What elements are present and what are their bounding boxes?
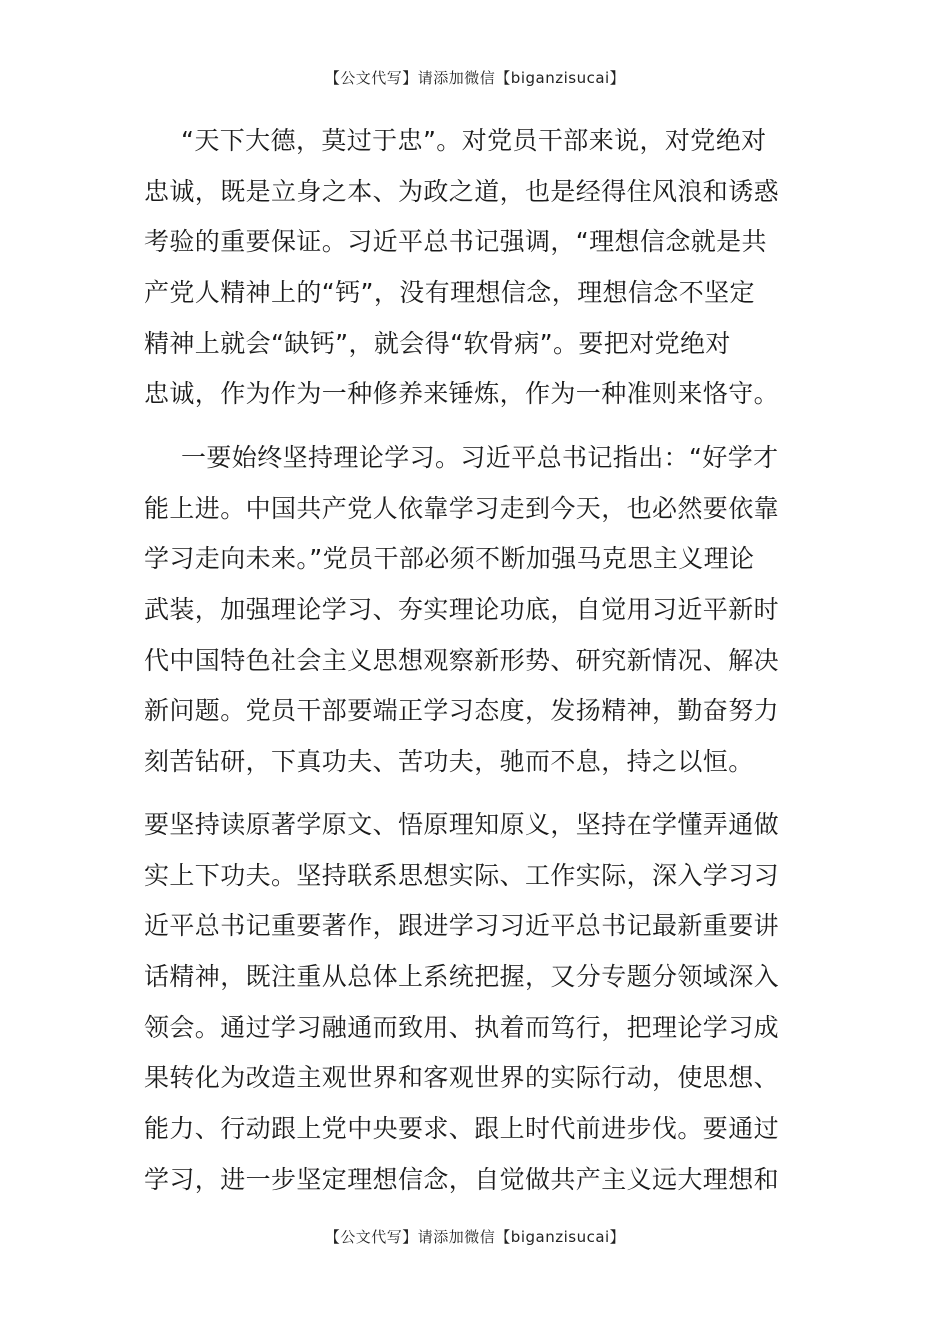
paragraph-original-works (144, 800, 809, 1206)
paragraph-line: 代中国特色社会主义思想观察新形势、研究新情况、解决 (144, 645, 780, 675)
page-header: 【公文代写】请添加微信【biganzisucai】 (324, 69, 626, 87)
paragraph-line: 精神上就会“缺钙”，就会得“软骨病”。要把对党绝对 (144, 328, 731, 358)
paragraph-line: 能力、行动跟上党中央要求、跟上时代前进步伐。要通过 (144, 1114, 780, 1144)
paragraph-line: 武装，加强理论学习、夯实理论功底，自觉用习近平新时 (144, 595, 780, 625)
paragraph-line: 要坚持读原著学原文、悟原理知原义，坚持在学懂弄通做 (144, 810, 780, 839)
paragraph-line: 一要始终坚持理论学习。习近平总书记指出：“好学才 (181, 443, 779, 472)
paragraph-line: “天下大德，莫过于忠”。对党员干部来说，对党绝对 (181, 126, 767, 155)
paragraph-line: 近平总书记重要著作，跟进学习习近平总书记最新重要讲 (144, 911, 780, 941)
paragraph-line: 新问题。党员干部要端正学习态度，发扬精神，勤奋努力 (144, 696, 780, 726)
paragraph-loyalty (144, 116, 809, 420)
paragraph-line: 产党人精神上的“钙”，没有理想信念，理想信念不坚定 (144, 278, 755, 308)
paragraph-line: 实上下功夫。坚持联系思想实际、工作实际，深入学习习 (144, 860, 780, 890)
paragraph-line: 刻苦钻研，下真功夫、苦功夫，驰而不息，持之以恒。 (144, 747, 754, 777)
paragraph-line: 果转化为改造主观世界和客观世界的实际行动，使思想、 (144, 1063, 780, 1093)
paragraph-line: 学习走向未来。”党员干部必须不断加强马克思主义理论 (144, 544, 755, 574)
paragraph-line: 忠诚，既是立身之本、为政之道，也是经得住风浪和诱惑 (144, 176, 780, 206)
paragraph-line: 考验的重要保证。习近平总书记强调，“理想信念就是共 (144, 227, 767, 257)
page-footer: 【公文代写】请添加微信【biganzisucai】 (324, 1228, 626, 1246)
paragraph-line: 学习，进一步坚定理想信念，自觉做共产主义远大理想和 (144, 1164, 780, 1194)
paragraph-line: 忠诚，作为作为一种修养来锤炼，作为一种准则来恪守。 (144, 379, 780, 409)
paragraph-theory-study (144, 433, 809, 788)
paragraph-line: 话精神，既注重从总体上系统把握，又分专题分领域深入 (144, 962, 780, 992)
paragraph-line: 领会。通过学习融通而致用、执着而笃行，把理论学习成 (144, 1012, 780, 1042)
paragraph-line: 能上进。中国共产党人依靠学习走到今天，也必然要依靠 (144, 493, 780, 523)
